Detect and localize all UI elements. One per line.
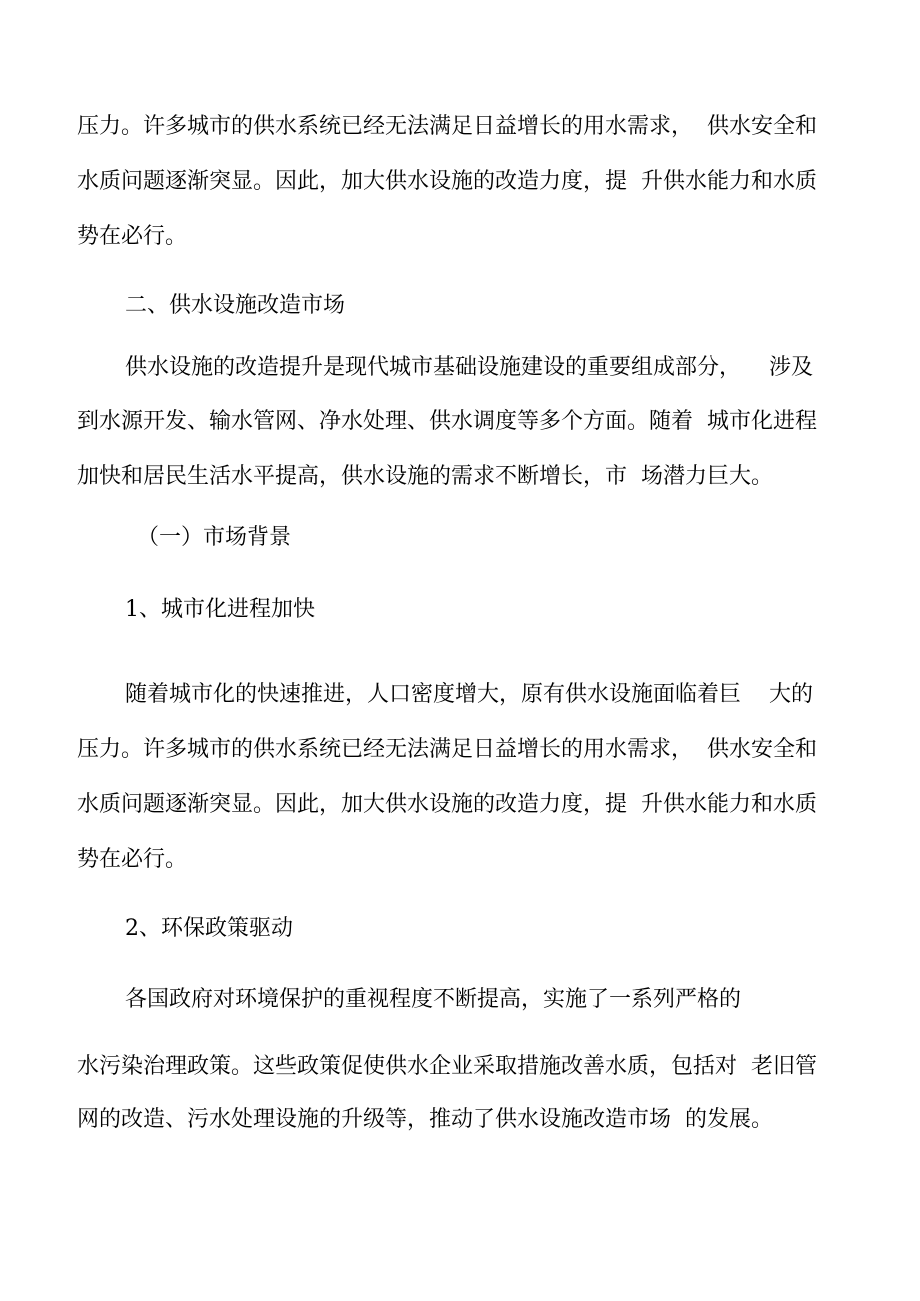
paragraph-line: 水质问题逐渐突显。因此，加大供水设施的改造力度，提 升供水能力和水质 — [77, 792, 817, 817]
paragraph-line: 水质问题逐渐突显。因此，加大供水设施的改造力度，提 升供水能力和水质 — [77, 169, 817, 194]
item-heading: 2、环保政策驱动 — [125, 916, 293, 941]
paragraph-line: 供水设施的改造提升是现代城市基础设施建设的重要组成部分， 涉及 — [125, 355, 813, 380]
paragraph-line: 势在必行。 — [77, 847, 188, 872]
paragraph-line: 势在必行。 — [77, 224, 188, 249]
paragraph-line: 随着城市化的快速推进，人口密度增大，原有供水设施面临着巨 大的 — [125, 682, 813, 707]
item-heading: 1、城市化进程加快 — [125, 597, 315, 622]
paragraph-line: 水污染治理政策。这些政策促使供水企业采取措施改善水质，包括对 老旧管 — [77, 1054, 817, 1079]
subsection-heading: （一）市场背景 — [137, 525, 292, 550]
paragraph-line: 加快和居民生活水平提高，供水设施的需求不断增长，市 场潜力巨大。 — [77, 464, 773, 489]
paragraph-line: 网的改造、污水处理设施的升级等，推动了供水设施改造市场 的发展。 — [77, 1107, 773, 1132]
paragraph-line: 压力。许多城市的供水系统已经无法满足日益增长的用水需求， 供水安全和 — [77, 114, 817, 139]
section-heading: 二、供水设施改造市场 — [125, 293, 346, 318]
paragraph-line: 压力。许多城市的供水系统已经无法满足日益增长的用水需求， 供水安全和 — [77, 737, 817, 762]
paragraph-line: 到水源开发、输水管网、净水处理、供水调度等多个方面。随着 城市化进程 — [77, 409, 817, 434]
paragraph-line: 各国政府对环境保护的重视程度不断提高，实施了一系列严格的 — [125, 987, 742, 1012]
